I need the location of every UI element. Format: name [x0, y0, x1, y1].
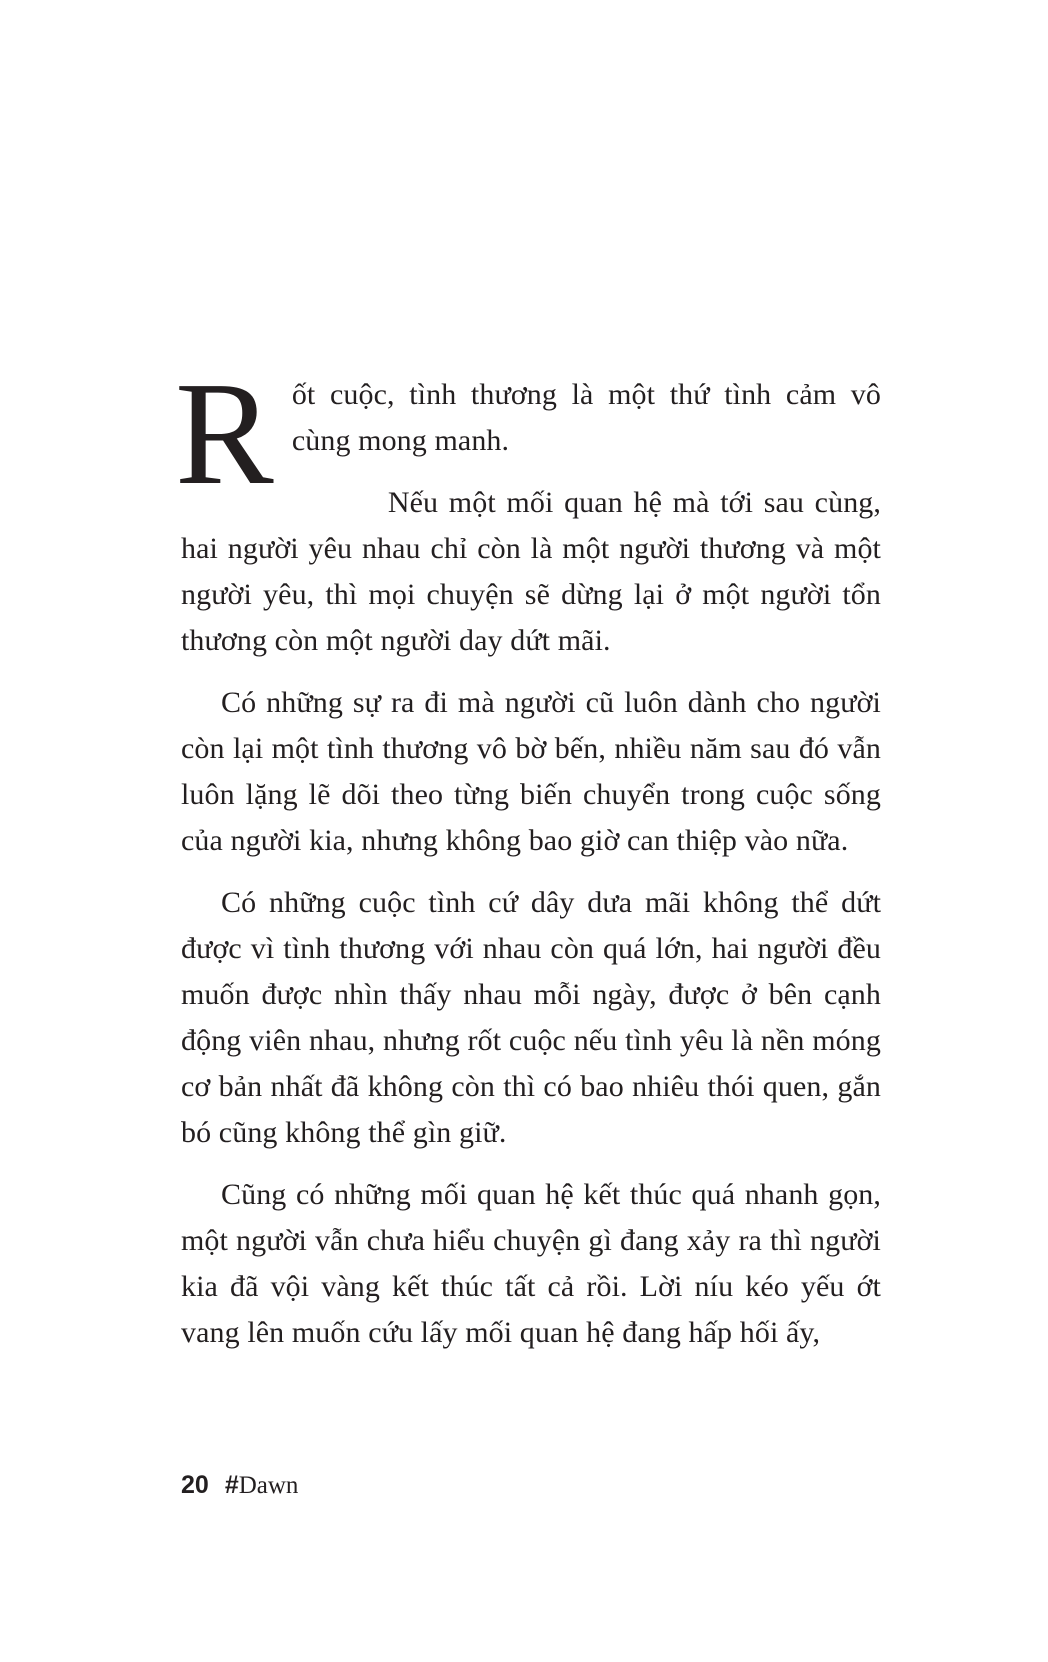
page-footer [181, 1470, 298, 1501]
paragraph-2: Nếu một mối quan hệ mà tới sau cùng, hai người yêu nhau chỉ còn là một người thương và một người yêu, thì mọi chuyện sẽ dừng lại ở một người tổn thương còn một người day dứt mãi. [181, 486, 881, 657]
running-title: Dawn [238, 1472, 299, 1499]
paragraph-4: Có những cuộc tình cứ dây dưa mãi không thể dứt được vì tình thương với nhau còn quá lớn, hai người đều muốn được nhìn thấy nhau mỗi ngày, được ở bên cạnh động viên nhau, nhưng rốt cuộc nếu tình yêu là nền móng cơ bản nhất đã không còn thì có bao nhiêu thói quen, gắn bó cũng không thể gìn giữ. [181, 886, 881, 1149]
paragraph-5: Cũng có những mối quan hệ kết thúc quá nhanh gọn, một người vẫn chưa hiểu chuyện gì đang xảy ra thì người kia đã vội vàng kết thúc tất cả rồi. Lời níu kéo yếu ớt vang lên muốn cứu lấy mối quan hệ đang hấp hối ấy, [181, 1178, 881, 1349]
paragraph-3: Có những sự ra đi mà người cũ luôn dành cho người còn lại một tình thương vô bờ bến, nhiều năm sau đó vẫn luôn lặng lẽ dõi theo từng biến chuyển trong cuộc sống của người kia, nhưng không bao giờ can thiệp vào nữa. [181, 686, 881, 857]
body-text [175, 352, 881, 1372]
paragraph-1 [175, 352, 881, 516]
hash-symbol: # [224, 1471, 239, 1499]
drop-cap: R [175, 352, 274, 516]
page-number: 20 [181, 1471, 209, 1499]
paragraph-1-text: ốt cuộc, tình thương là một thứ tình cảm vô cùng mong manh. [291, 378, 881, 457]
